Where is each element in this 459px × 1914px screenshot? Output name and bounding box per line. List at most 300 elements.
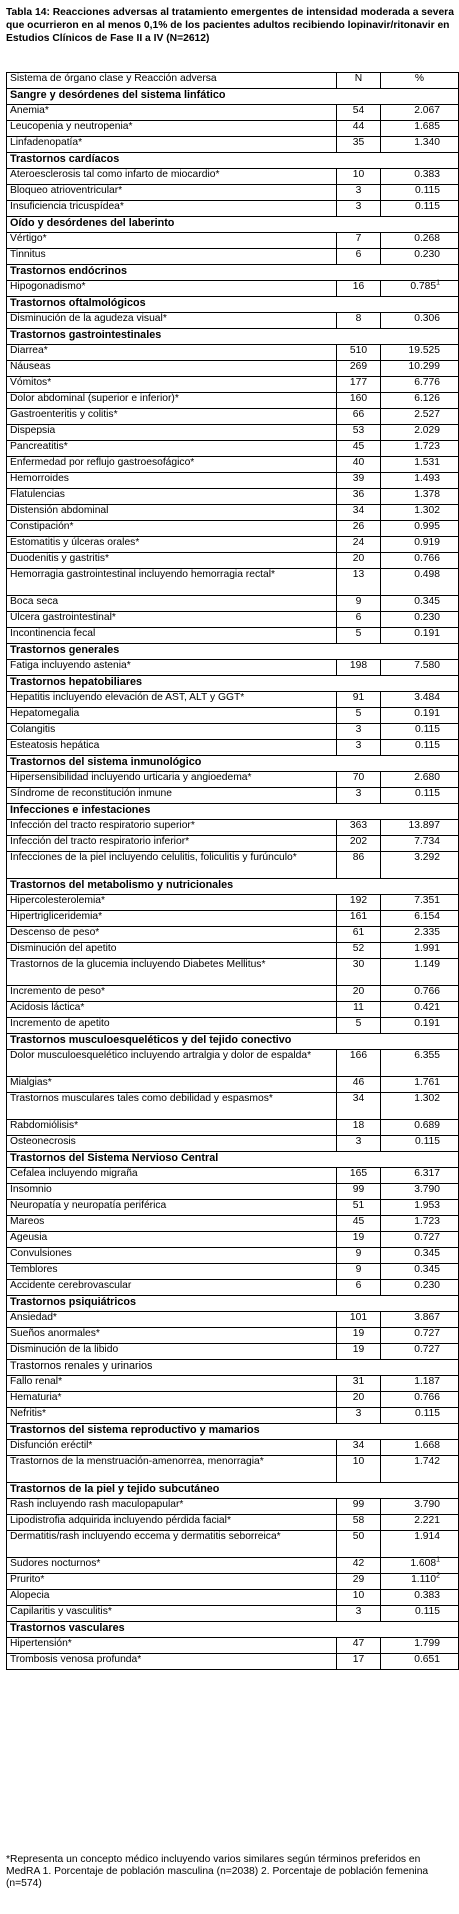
reaction-count: 99	[337, 1499, 381, 1515]
category-row	[7, 329, 459, 345]
reaction-count: 6	[337, 249, 381, 265]
category-row	[7, 217, 459, 233]
reaction-count: 13	[337, 569, 381, 596]
reaction-count: 99	[337, 1184, 381, 1200]
reaction-percent	[381, 121, 459, 137]
reaction-label: Mialgias*	[7, 1077, 337, 1093]
percent-value: 1.302	[414, 1093, 440, 1104]
percent-value: 0.383	[414, 169, 440, 180]
category-row	[7, 1424, 459, 1440]
reaction-count: 20	[337, 986, 381, 1002]
reaction-percent	[381, 820, 459, 836]
category-row	[7, 804, 459, 820]
reaction-percent	[381, 1200, 459, 1216]
category-label: Trastornos del Sistema Nervioso Central	[7, 1152, 459, 1168]
category-row	[7, 756, 459, 772]
reaction-percent	[381, 313, 459, 329]
reaction-label: Dermatitis/rash incluyendo eccema y dermatitis seborreica*	[7, 1531, 337, 1558]
percent-value: 0.345	[414, 1264, 440, 1275]
reaction-label: Hipogonadismo*	[7, 281, 337, 297]
reaction-percent	[381, 740, 459, 756]
reaction-count: 3	[337, 185, 381, 201]
reaction-label: Hemorroides	[7, 473, 337, 489]
reaction-count: 52	[337, 943, 381, 959]
table-row	[7, 345, 459, 361]
reaction-percent	[381, 1499, 459, 1515]
reaction-label: Disfunción eréctil*	[7, 1440, 337, 1456]
category-label: Trastornos del metabolismo y nutricionales	[7, 879, 459, 895]
reaction-label: Dolor musculoesquelético incluyendo artralgia y dolor de espalda*	[7, 1050, 337, 1077]
reaction-count: 45	[337, 441, 381, 457]
reaction-percent	[381, 1077, 459, 1093]
reaction-count: 11	[337, 1002, 381, 1018]
category-row	[7, 265, 459, 281]
reaction-percent	[381, 505, 459, 521]
reaction-count: 177	[337, 377, 381, 393]
reaction-count: 16	[337, 281, 381, 297]
reaction-percent	[381, 1136, 459, 1152]
reaction-percent	[381, 409, 459, 425]
footnote: *Representa un concepto médico incluyendo varios similares según términos preferidos en MedRA 1. Porcentaje de población masculina (n=2038) 2. Porcentaje de población femenina (n=574)	[6, 1854, 429, 1889]
table-row	[7, 1216, 459, 1232]
percent-value: 0.345	[414, 1248, 440, 1259]
reaction-percent	[381, 1590, 459, 1606]
table-row	[7, 569, 459, 596]
reaction-percent	[381, 569, 459, 596]
percent-value: 0.115	[414, 788, 440, 799]
percent-value: 6.126	[414, 393, 440, 404]
table-row	[7, 1168, 459, 1184]
table-row	[7, 1531, 459, 1558]
table-row	[7, 820, 459, 836]
table-row	[7, 1515, 459, 1531]
reaction-count: 46	[337, 1077, 381, 1093]
table-row	[7, 1328, 459, 1344]
percent-value: 2.067	[414, 105, 440, 116]
table-row	[7, 425, 459, 441]
reaction-label: Leucopenia y neutropenia*	[7, 121, 337, 137]
table-header-row	[7, 73, 459, 89]
category-row	[7, 89, 459, 105]
reaction-label: Hipercolesterolemia*	[7, 895, 337, 911]
reaction-count: 42	[337, 1558, 381, 1574]
reaction-label: Infección del tracto respiratorio inferior*	[7, 836, 337, 852]
reaction-count: 51	[337, 1200, 381, 1216]
reaction-count: 3	[337, 1606, 381, 1622]
reaction-count: 19	[337, 1344, 381, 1360]
percent-value: 1.991	[414, 943, 440, 954]
reaction-count: 166	[337, 1050, 381, 1077]
percent-value: 0.766	[414, 986, 440, 997]
reaction-count: 10	[337, 169, 381, 185]
table-row	[7, 473, 459, 489]
reaction-percent	[381, 772, 459, 788]
percent-value: 3.790	[414, 1499, 440, 1510]
reaction-count: 19	[337, 1232, 381, 1248]
reaction-percent	[381, 1184, 459, 1200]
reaction-percent	[381, 708, 459, 724]
percent-value: 3.484	[414, 692, 440, 703]
percent-value: 0.115	[414, 740, 440, 751]
table-row	[7, 185, 459, 201]
category-label: Trastornos cardíacos	[7, 153, 459, 169]
reaction-count: 3	[337, 1408, 381, 1424]
table-row	[7, 1120, 459, 1136]
table-title: Tabla 14: Reacciones adversas al tratamiento emergentes de intensidad moderada a severa que ocurrieron en al menos 0,1% de los pacientes adultos recibiendo lopinavir/ritonavir en Estudios Clínicos de Fase II a IV (N=2612)	[6, 7, 454, 44]
table-row	[7, 1077, 459, 1093]
reaction-count: 31	[337, 1376, 381, 1392]
percent-value: 1.149	[414, 959, 440, 970]
table-row	[7, 457, 459, 473]
category-label: Trastornos psiquiátricos	[7, 1296, 459, 1312]
reaction-count: 161	[337, 911, 381, 927]
percent-value: 0.115	[414, 724, 440, 735]
reaction-label: Capilaritis y vasculitis*	[7, 1606, 337, 1622]
reaction-percent	[381, 943, 459, 959]
reaction-percent	[381, 1168, 459, 1184]
reaction-label: Distensión abdominal	[7, 505, 337, 521]
reaction-percent	[381, 201, 459, 217]
reaction-label: Ansiedad*	[7, 1312, 337, 1328]
category-row	[7, 1152, 459, 1168]
table-row	[7, 1344, 459, 1360]
category-label: Oído y desórdenes del laberinto	[7, 217, 459, 233]
reaction-label: Rabdomiólisis*	[7, 1120, 337, 1136]
reaction-count: 7	[337, 233, 381, 249]
percent-value: 3.292	[414, 852, 440, 863]
table-row	[7, 660, 459, 676]
reaction-label: Cefalea incluyendo migraña	[7, 1168, 337, 1184]
table-row	[7, 521, 459, 537]
reaction-percent	[381, 692, 459, 708]
table-row	[7, 233, 459, 249]
header-n: N	[337, 73, 381, 89]
table-row	[7, 911, 459, 927]
table-row	[7, 1280, 459, 1296]
reaction-count: 510	[337, 345, 381, 361]
percent-value: 0.651	[414, 1654, 440, 1665]
table-row	[7, 537, 459, 553]
table-row	[7, 377, 459, 393]
reaction-percent	[381, 986, 459, 1002]
percent-value: 1.668	[414, 1440, 440, 1451]
table-row	[7, 1184, 459, 1200]
reaction-percent	[381, 1018, 459, 1034]
table-row	[7, 612, 459, 628]
percent-value: 0.115	[414, 185, 440, 196]
table-row	[7, 852, 459, 879]
percent-value: 0.498	[414, 569, 440, 580]
reaction-count: 61	[337, 927, 381, 943]
percent-value: 0.230	[414, 1280, 440, 1291]
category-row	[7, 1483, 459, 1499]
table-row	[7, 1002, 459, 1018]
reaction-label: Síndrome de reconstitución inmune	[7, 788, 337, 804]
reaction-percent	[381, 1515, 459, 1531]
percent-value: 3.867	[414, 1312, 440, 1323]
reaction-count: 44	[337, 121, 381, 137]
table-row	[7, 895, 459, 911]
percent-value: 0.115	[414, 201, 440, 212]
reaction-percent	[381, 1050, 459, 1077]
reaction-label: Disminución de la libido	[7, 1344, 337, 1360]
category-label: Sangre y desórdenes del sistema linfático	[7, 89, 459, 105]
percent-value: 1.723	[414, 1216, 440, 1227]
percent-value: 10.299	[408, 361, 440, 372]
reaction-percent	[381, 233, 459, 249]
percent-value: 2.029	[414, 425, 440, 436]
reaction-percent	[381, 361, 459, 377]
table-row	[7, 1440, 459, 1456]
reaction-percent	[381, 852, 459, 879]
reaction-percent	[381, 1312, 459, 1328]
table-row	[7, 1606, 459, 1622]
reaction-label: Hipertrigliceridemia*	[7, 911, 337, 927]
reaction-label: Infección del tracto respiratorio superior*	[7, 820, 337, 836]
reaction-percent	[381, 1654, 459, 1670]
percent-value: 0.383	[414, 1590, 440, 1601]
reaction-label: Alopecia	[7, 1590, 337, 1606]
reaction-count: 29	[337, 1574, 381, 1590]
reaction-count: 9	[337, 596, 381, 612]
percent-value: 7.580	[414, 660, 440, 671]
percent-value: 0.115	[414, 1606, 440, 1617]
reaction-count: 6	[337, 612, 381, 628]
reaction-percent	[381, 281, 459, 297]
reaction-label: Temblores	[7, 1264, 337, 1280]
percent-value: 0.727	[414, 1232, 440, 1243]
percent-value: 1.378	[414, 489, 440, 500]
percent-value: 1.608	[410, 1558, 437, 1569]
reaction-label: Acidosis láctica*	[7, 1002, 337, 1018]
reaction-count: 20	[337, 1392, 381, 1408]
reaction-label: Trastornos musculares tales como debilidad y espasmos*	[7, 1093, 337, 1120]
reaction-count: 34	[337, 505, 381, 521]
table-row	[7, 121, 459, 137]
reaction-label: Constipación*	[7, 521, 337, 537]
table-row	[7, 596, 459, 612]
reaction-label: Trastornos de la menstruación-amenorrea, menorragia*	[7, 1456, 337, 1483]
reaction-count: 363	[337, 820, 381, 836]
table-row	[7, 505, 459, 521]
percent-value: 1.914	[414, 1531, 440, 1542]
reaction-percent	[381, 473, 459, 489]
table-row	[7, 441, 459, 457]
reaction-count: 5	[337, 628, 381, 644]
reaction-label: Flatulencias	[7, 489, 337, 505]
reaction-label: Dispepsia	[7, 425, 337, 441]
table-row	[7, 1408, 459, 1424]
category-row	[7, 1034, 459, 1050]
reaction-label: Mareos	[7, 1216, 337, 1232]
reaction-label: Incremento de apetito	[7, 1018, 337, 1034]
table-row	[7, 724, 459, 740]
reaction-label: Nefritis*	[7, 1408, 337, 1424]
reaction-percent	[381, 137, 459, 153]
table-row	[7, 1018, 459, 1034]
reaction-count: 26	[337, 521, 381, 537]
reaction-label: Anemia*	[7, 105, 337, 121]
category-row	[7, 676, 459, 692]
table-row	[7, 137, 459, 153]
reaction-percent	[381, 895, 459, 911]
reaction-percent	[381, 1264, 459, 1280]
percent-value: 1.187	[414, 1376, 440, 1387]
category-label: Trastornos del sistema reproductivo y mamarios	[7, 1424, 459, 1440]
reaction-label: Esteatosis hepática	[7, 740, 337, 756]
reaction-count: 58	[337, 1515, 381, 1531]
reaction-percent	[381, 788, 459, 804]
percent-value: 0.345	[414, 596, 440, 607]
reaction-percent	[381, 1232, 459, 1248]
percent-value: 6.355	[414, 1050, 440, 1061]
table-row	[7, 361, 459, 377]
category-label: Infecciones e infestaciones	[7, 804, 459, 820]
reaction-label: Pancreatitis*	[7, 441, 337, 457]
table-row	[7, 1638, 459, 1654]
reaction-percent	[381, 1280, 459, 1296]
reaction-percent	[381, 1216, 459, 1232]
reaction-label: Fatiga incluyendo astenia*	[7, 660, 337, 676]
percent-value: 1.110	[411, 1574, 437, 1585]
reaction-percent	[381, 185, 459, 201]
reaction-percent	[381, 959, 459, 986]
reaction-percent	[381, 1328, 459, 1344]
reaction-count: 3	[337, 788, 381, 804]
reaction-percent	[381, 612, 459, 628]
table-row	[7, 943, 459, 959]
percent-value: 2.680	[414, 772, 440, 783]
reaction-label: Estomatitis y úlceras orales*	[7, 537, 337, 553]
table-row	[7, 1456, 459, 1483]
table-row	[7, 986, 459, 1002]
table-row	[7, 1248, 459, 1264]
table-row	[7, 1264, 459, 1280]
reaction-count: 198	[337, 660, 381, 676]
percent-value: 0.919	[414, 537, 440, 548]
reaction-percent	[381, 1344, 459, 1360]
reaction-percent	[381, 521, 459, 537]
percent-value: 2.335	[414, 927, 440, 938]
percent-value: 1.493	[414, 473, 440, 484]
reaction-label: Dolor abdominal (superior e inferior)*	[7, 393, 337, 409]
table-row	[7, 1200, 459, 1216]
percent-value: 6.776	[414, 377, 440, 388]
reaction-count: 50	[337, 1531, 381, 1558]
table-row	[7, 1232, 459, 1248]
category-label: Trastornos musculoesqueléticos y del tejido conectivo	[7, 1034, 459, 1050]
percent-value: 0.191	[414, 628, 440, 639]
category-label: Trastornos endócrinos	[7, 265, 459, 281]
reaction-label: Hematuria*	[7, 1392, 337, 1408]
reaction-label: Hipersensibilidad incluyendo urticaria y angioedema*	[7, 772, 337, 788]
reaction-label: Hepatitis incluyendo elevación de AST, ALT y GGT*	[7, 692, 337, 708]
reaction-percent	[381, 537, 459, 553]
reaction-label: Hipertensión*	[7, 1638, 337, 1654]
reaction-percent	[381, 377, 459, 393]
reaction-count: 3	[337, 740, 381, 756]
table-row	[7, 1376, 459, 1392]
category-label: Trastornos renales y urinarios	[7, 1360, 459, 1376]
table-row	[7, 959, 459, 986]
percent-value: 0.306	[414, 313, 440, 324]
reaction-percent	[381, 169, 459, 185]
reaction-label: Náuseas	[7, 361, 337, 377]
table-row	[7, 409, 459, 425]
percent-value: 1.742	[414, 1456, 440, 1467]
table-row	[7, 393, 459, 409]
table-row	[7, 1558, 459, 1574]
table-row	[7, 1654, 459, 1670]
percent-value: 1.953	[414, 1200, 440, 1211]
reaction-count: 47	[337, 1638, 381, 1654]
reaction-percent	[381, 660, 459, 676]
reaction-label: Duodenitis y gastritis*	[7, 553, 337, 569]
category-row	[7, 879, 459, 895]
reaction-percent	[381, 1606, 459, 1622]
reaction-count: 269	[337, 361, 381, 377]
table-row	[7, 788, 459, 804]
reaction-label: Rash incluyendo rash maculopapular*	[7, 1499, 337, 1515]
reaction-count: 192	[337, 895, 381, 911]
percent-value: 0.785	[410, 281, 437, 292]
table-row	[7, 1574, 459, 1590]
table-row	[7, 489, 459, 505]
table-row	[7, 169, 459, 185]
reaction-percent	[381, 911, 459, 927]
reaction-label: Trombosis venosa profunda*	[7, 1654, 337, 1670]
reaction-label: Disminución de la agudeza visual*	[7, 313, 337, 329]
percent-value: 0.191	[414, 1018, 440, 1029]
reaction-count: 70	[337, 772, 381, 788]
reaction-label: Fallo renal*	[7, 1376, 337, 1392]
reaction-label: Convulsiones	[7, 1248, 337, 1264]
category-label: Trastornos vasculares	[7, 1622, 459, 1638]
reaction-label: Ageusia	[7, 1232, 337, 1248]
reaction-label: Ateroesclerosis tal como infarto de miocardio*	[7, 169, 337, 185]
reaction-label: Insomnio	[7, 1184, 337, 1200]
reaction-percent	[381, 724, 459, 740]
percent-value: 1.340	[414, 137, 440, 148]
reaction-count: 54	[337, 105, 381, 121]
reaction-count: 24	[337, 537, 381, 553]
percent-value: 0.995	[414, 521, 440, 532]
reaction-percent	[381, 596, 459, 612]
reaction-label: Vértigo*	[7, 233, 337, 249]
adverse-reactions-table	[6, 72, 459, 1670]
percent-value: 7.734	[414, 836, 440, 847]
reaction-percent	[381, 1248, 459, 1264]
reaction-percent	[381, 836, 459, 852]
percent-value: 0.727	[414, 1328, 440, 1339]
reaction-count: 36	[337, 489, 381, 505]
table-body	[7, 73, 459, 1670]
category-label: Trastornos gastrointestinales	[7, 329, 459, 345]
reaction-percent	[381, 1093, 459, 1120]
reaction-label: Incremento de peso*	[7, 986, 337, 1002]
reaction-percent	[381, 1120, 459, 1136]
reaction-percent	[381, 1531, 459, 1558]
reaction-count: 34	[337, 1440, 381, 1456]
reaction-percent	[381, 927, 459, 943]
reaction-label: Bloqueo atrioventricular*	[7, 185, 337, 201]
reaction-label: Accidente cerebrovascular	[7, 1280, 337, 1296]
reaction-percent	[381, 249, 459, 265]
reaction-percent	[381, 105, 459, 121]
reaction-count: 9	[337, 1264, 381, 1280]
reaction-percent	[381, 1456, 459, 1483]
table-row	[7, 1499, 459, 1515]
